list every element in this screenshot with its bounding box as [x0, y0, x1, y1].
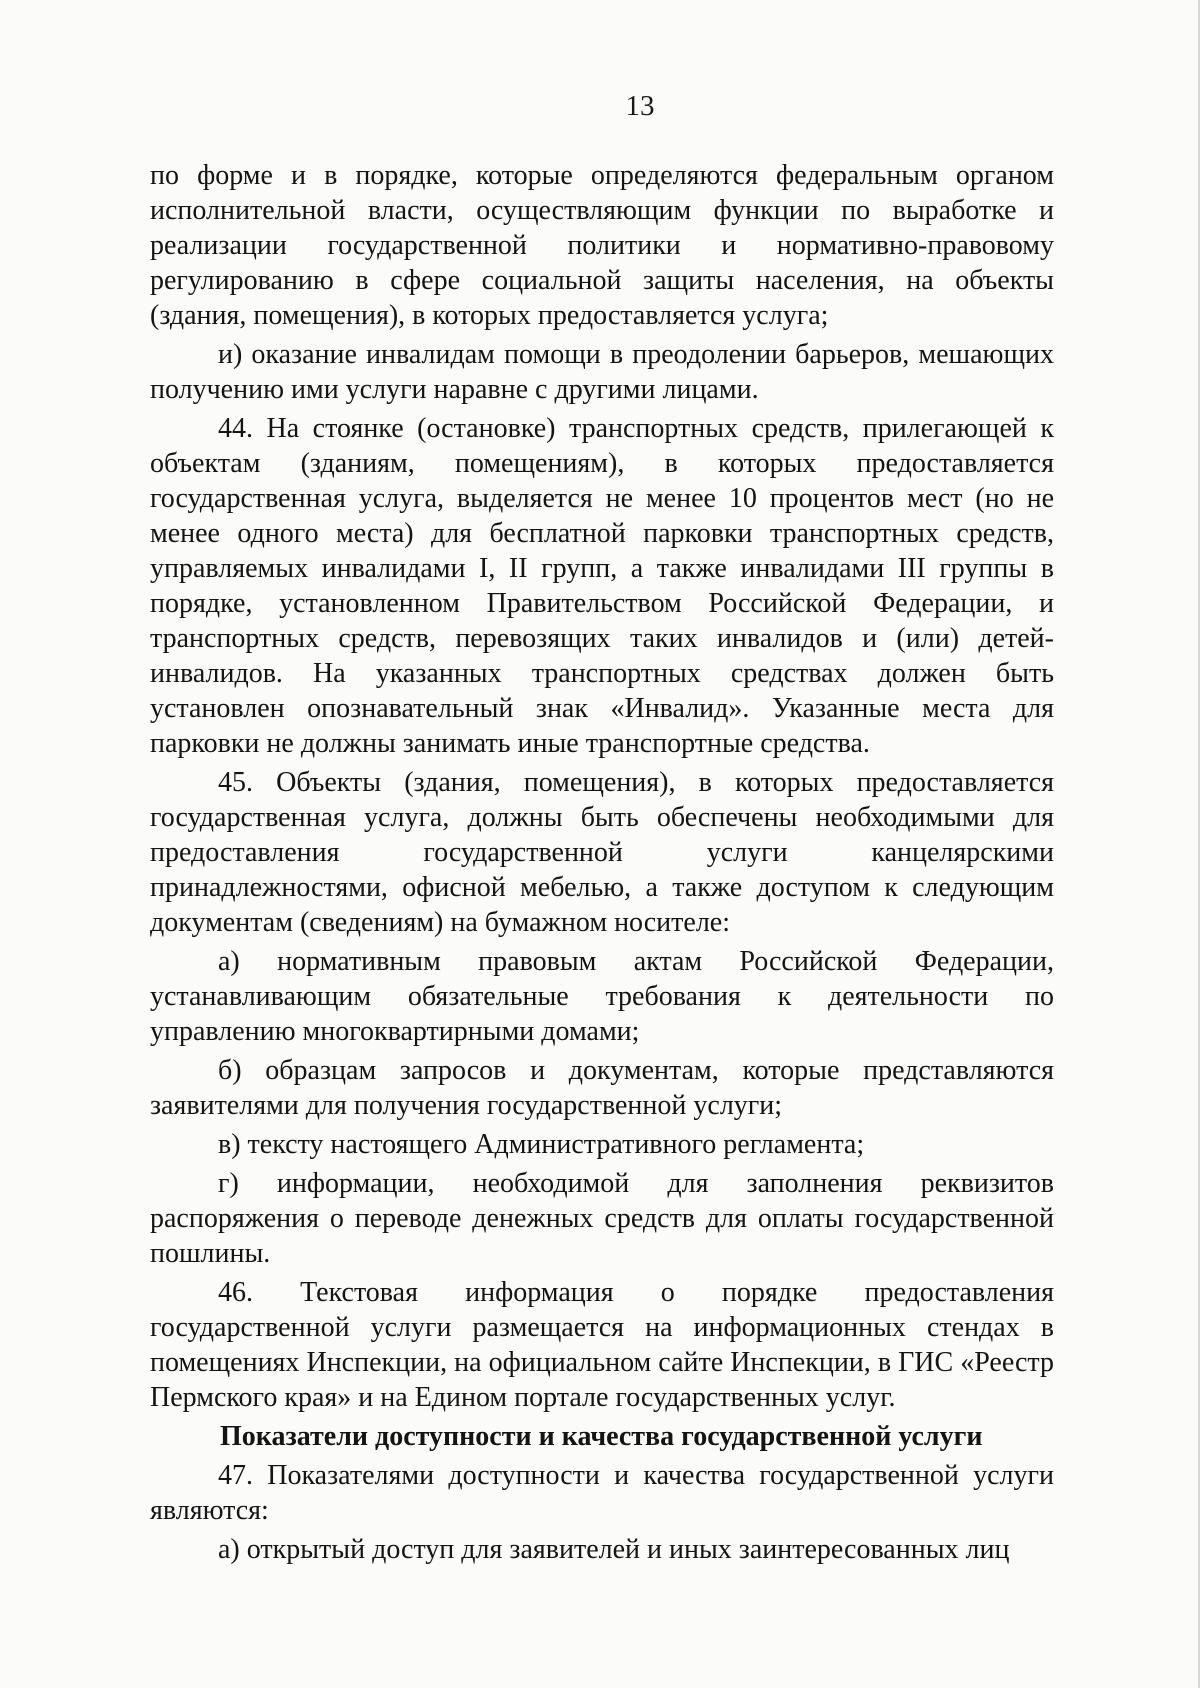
- paragraph-continuation: по форме и в порядке, которые определяются федеральным органом исполнительной власти, осуществляющим функции по выработке и реализации государственной политики и нормативно-правовому регулированию в сфере социальной защиты населения, на объекты (здания, помещения), в которых предоставляется услуга;: [150, 160, 1054, 331]
- paragraph-45-v: в) тексту настоящего Административного регламента;: [218, 1129, 865, 1160]
- paragraph-46: 46. Текстовая информация о порядке предоставления государственной услуги размещается на информационных стендах в помещениях Инспекции, на официальном сайте Инспекции, в ГИС «Реестр Пермского края» и на Едином портале государственных услуг.: [150, 1277, 1054, 1413]
- paragraph-45-g: г) информации, необходимой для заполнения реквизитов распоряжения о переводе денежных средств для оплаты государственной пошлины.: [150, 1168, 1054, 1269]
- paragraph-item-i: и) оказание инвалидам помощи в преодолении барьеров, мешающих получению ими услуги наравне с другими лицами.: [150, 339, 1054, 405]
- paragraph-45-a: а) нормативным правовым актам Российской Федерации, устанавливающим обязательные требования к деятельности по управлению многоквартирными домами;: [150, 946, 1054, 1047]
- paragraph-47: 47. Показателями доступности и качества государственной услуги являются:: [150, 1460, 1054, 1526]
- paragraph-47-a: а) открытый доступ для заявителей и иных заинтересованных лиц: [218, 1534, 1010, 1565]
- paragraph-45-b: б) образцам запросов и документам, которые представляются заявителями для получения государственной услуги;: [150, 1055, 1054, 1121]
- page-number: 13: [625, 90, 655, 122]
- paragraph-44: 44. На стоянке (остановке) транспортных средств, прилегающей к объектам (зданиям, помещениям), в которых предоставляется государственная услуга, выделяется не менее 10 процентов мест (но не менее одного места) для бесплатной парковки транспортных средств, управляемых инвалидами I, II групп, а также инвалидами III группы в порядке, установленном Правительством Российской Федерации, и транспортных средств, перевозящих таких инвалидов и (или) детей-инвалидов. На указанных транспортных средствах должен быть установлен опознавательный знак «Инвалид». Указанные места для парковки не должны занимать иные транспортные средства.: [150, 413, 1054, 759]
- section-heading: Показатели доступности и качества государственной услуги: [220, 1421, 983, 1452]
- document-body: [150, 158, 1054, 1571]
- paragraph-45: 45. Объекты (здания, помещения), в которых предоставляется государственная услуга, должны быть обеспечены необходимыми для предоставления государственной услуги канцелярскими принадлежностями, офисной мебелью, а также доступом к следующим документам (сведениям) на бумажном носителе:: [150, 767, 1054, 938]
